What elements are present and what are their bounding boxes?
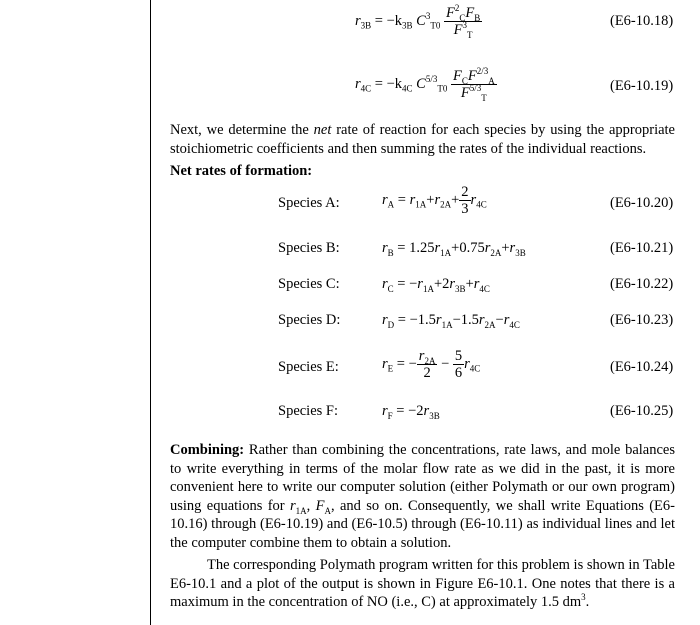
equation-number: (E6-10.18) bbox=[610, 13, 674, 29]
equation-r4c: $r_{4C} = -k_{4C}$ $C^{5/3}_{T0}$ $\frac{F_CF^{2/3}_A}{F^{5/3}_T}$ bbox=[355, 66, 495, 103]
equation-number: (E6-10.25) bbox=[610, 403, 674, 419]
equation-number: (E6-10.21) bbox=[610, 240, 674, 256]
equation-number: (E6-10.24) bbox=[610, 359, 674, 375]
intro-paragraph: Next, we determine the net rate of reaction for each species by using the appropriate stoichiometric coefficients and then summing the rates of the individual reactions. bbox=[170, 122, 675, 157]
species-label: Species D: bbox=[278, 312, 341, 328]
species-label: Species B: bbox=[278, 240, 340, 256]
margin-rule bbox=[150, 0, 151, 625]
equation-number: (E6-10.22) bbox=[610, 276, 674, 292]
equation-number: (E6-10.19) bbox=[610, 78, 674, 94]
equation-ra: $r_A = r_{1A}+r_{2A}+$ $\frac{2}{3}$ $r_{4C}$ bbox=[382, 184, 487, 217]
equation-rc: $r_C = -r_{1A}+2r_{3B}+r_{4C}$ bbox=[382, 276, 490, 294]
closing-paragraph: The corresponding Polymath program written for this problem is shown in Table E6-10.1 and a plot of the output is shown in Figure E6-10.1. One notes that there is a maximum in the concentration of NO (i.e., C) at approximately 1.5 $dm^3$. bbox=[170, 557, 675, 610]
equation-number: (E6-10.23) bbox=[610, 312, 674, 328]
equation-rd: $r_D = -1.5r_{1A}-1.5r_{2A}-r_{4C}$ bbox=[382, 312, 520, 330]
species-label: Species E: bbox=[278, 359, 339, 375]
equation-rb: $r_B = 1.25r_{1A}+0.75r_{2A}+r_{3B}$ bbox=[382, 240, 526, 258]
species-label: Species F: bbox=[278, 403, 339, 419]
equation-number: (E6-10.20) bbox=[610, 195, 674, 211]
equation-r3b: $r_{3B} = -k_{3B}$ $C^3_{T0}$ $\frac{F^2_CF_B}{F^3_T}$ bbox=[355, 3, 481, 40]
species-label: Species C: bbox=[278, 276, 340, 292]
equation-re: $r_E$ = − $\frac{r_{2A}}{2}$ − $\frac{5}{6}$ $r_{4C}$ bbox=[382, 348, 481, 381]
combining-paragraph: Combining: Rather than combining the concentrations, rate laws, and mole balances to write everything in terms of the molar flow rate as we did in the past, it is more convenient here to write our computer solution (either Polymath or our own program) using equations for $r_{1A}$, $F_A$, and so on. Consequently, we shall write Equations (E6-10.16) through (E6-10.19) and (E6-10.5) through (E6-10.11) as individual lines and let the computer combine them to obtain a solution. bbox=[170, 442, 675, 551]
equation-rf: $r_F = -2r_{3B}$ bbox=[382, 403, 440, 421]
section-heading: Net rates of formation: bbox=[170, 163, 313, 179]
species-label: Species A: bbox=[278, 195, 340, 211]
